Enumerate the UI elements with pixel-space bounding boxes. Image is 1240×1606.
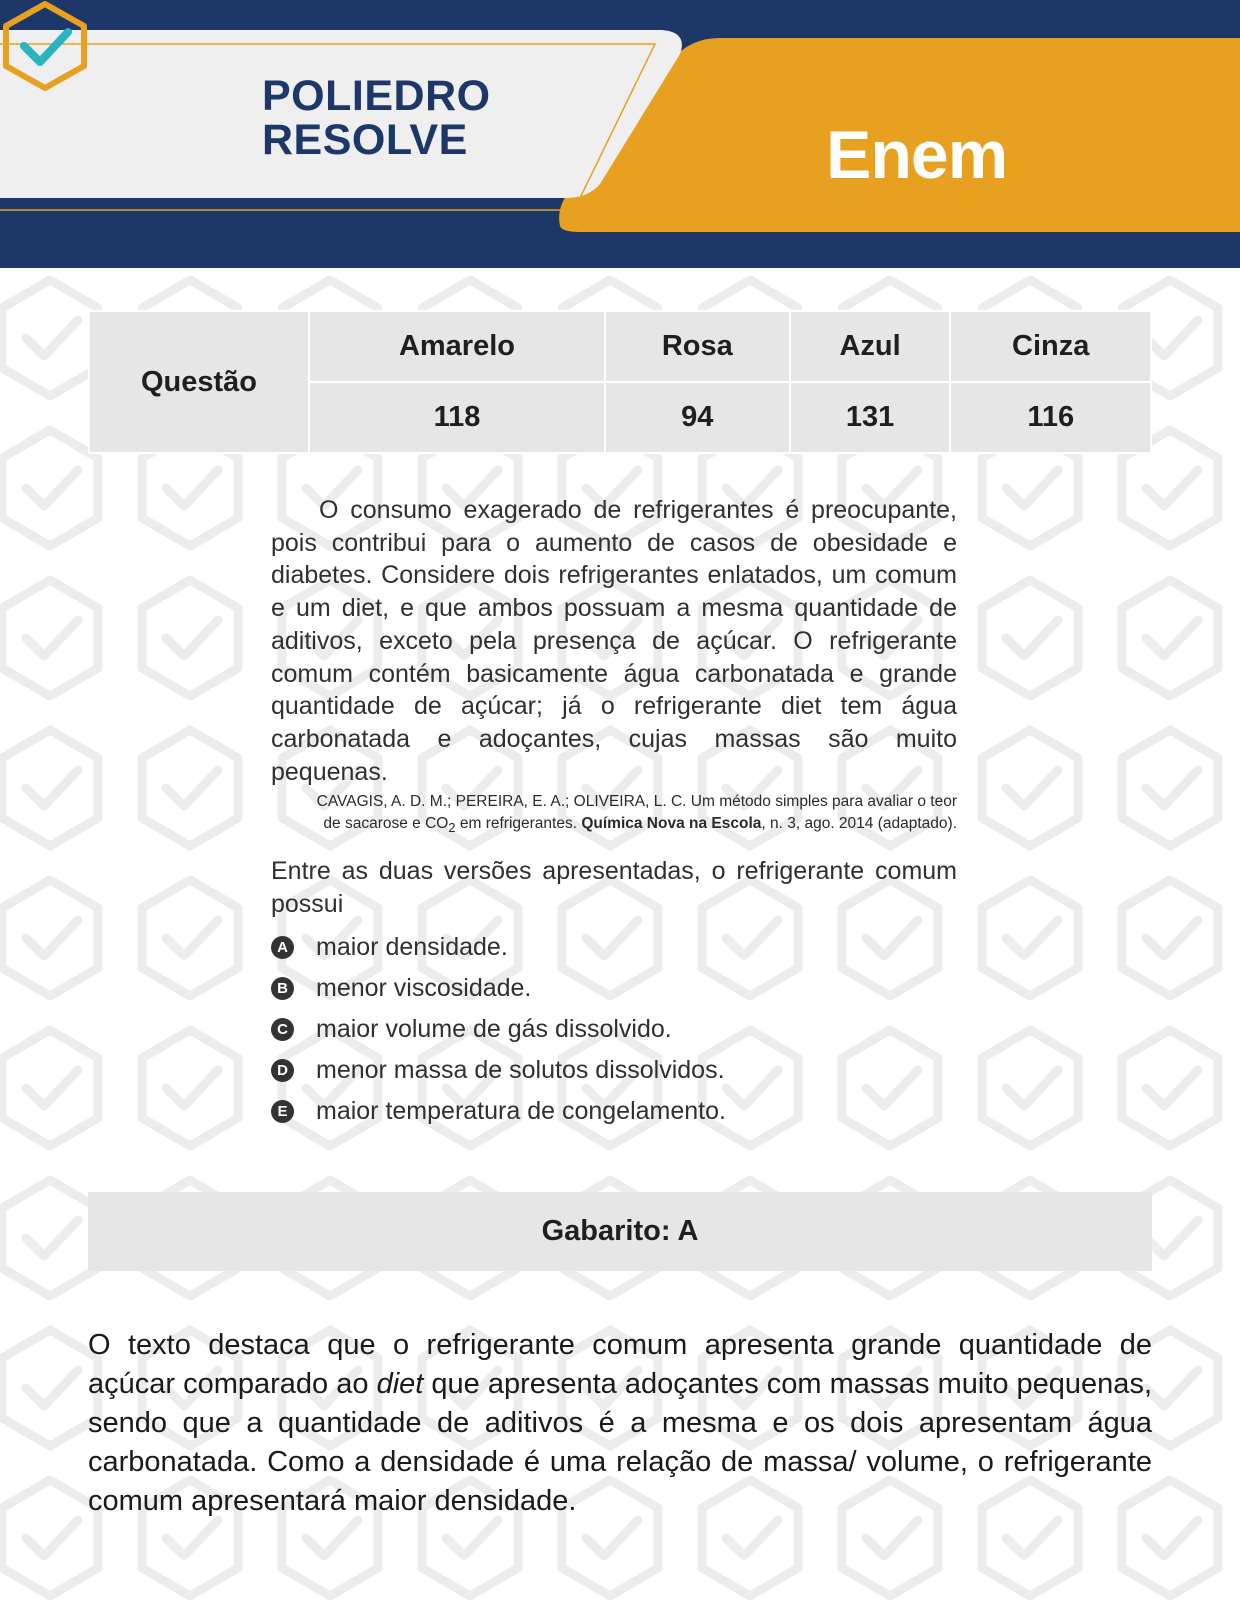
question-number-cell: 116 (950, 382, 1151, 453)
brand-logo-text (262, 74, 491, 162)
explanation-italic-term: diet (376, 1368, 424, 1400)
booklet-color-header: Amarelo (309, 311, 605, 382)
answer-key-bar (88, 1192, 1152, 1271)
explanation-part-2: que apresenta adoçantes com massas muito pequenas, sendo que a quantidade de aditivos é a mesma e os dois apresentam água carbonatada. Como a densidade é uma relação de massa/ volume, o refrigerante comum apresentará maior densidade. (88, 1368, 1152, 1517)
booklet-color-header: Rosa (605, 311, 790, 382)
question-number-cell: 118 (309, 382, 605, 453)
question-body (271, 494, 957, 1132)
option-letter-badge: E (271, 1100, 294, 1123)
answer-key: Gabarito: A (541, 1215, 699, 1247)
question-prompt: Entre as duas versões apresentadas, o refrigerante comum possui (271, 857, 957, 919)
source-line-2a: de sacarose e CO (323, 815, 449, 833)
answer-option-a (271, 927, 957, 968)
brand-line-1: POLIEDRO (262, 72, 491, 120)
question-source (271, 791, 957, 839)
exam-title: Enem (826, 117, 1008, 193)
checkmark-hexagon-logo-icon (0, 0, 90, 92)
brand-line-2: RESOLVE (262, 116, 468, 164)
option-letter-badge: B (271, 977, 294, 1000)
option-text: maior volume de gás dissolvido. (316, 1014, 672, 1043)
header-banner-shapes (0, 0, 1240, 268)
booklet-color-header: Azul (790, 311, 951, 382)
question-text: O consumo exagerado de refrigerantes é preocupante, pois contribui para o aumento de casos de obesidade e diabetes. Considere dois refrigerantes enlatados, um comum e um diet, e que ambos possuam a mesma quantidade de aditivos, exceto pela presença de açúcar. O refrigerante comum contém basicamente água carbonatada e grande quantidade de açúcar; já o refrigerante diet tem água carbonatada e adoçantes, cujas massas são muito pequenas. (271, 496, 957, 786)
answer-option-b (271, 968, 957, 1009)
source-journal: Química Nova na Escola (581, 815, 762, 833)
source-line-2b: em refrigerantes. (455, 815, 582, 833)
explanation-part-1: O texto destaca que o refrigerante comum apresenta grande quantidade de açúcar comparado ao (88, 1329, 1152, 1400)
option-text: menor massa de solutos dissolvidos. (316, 1055, 725, 1084)
source-subscript: 2 (448, 820, 456, 836)
source-line-2c: , n. 3, ago. 2014 (adaptado). (761, 815, 957, 833)
source-line-1: CAVAGIS, A. D. M.; PEREIRA, E. A.; OLIVEIRA, L. C. Um método simples para avaliar o teor (316, 793, 957, 811)
question-number-cell: 131 (790, 382, 951, 453)
booklet-color-header: Cinza (950, 311, 1151, 382)
option-text: maior densidade. (316, 932, 508, 961)
answer-explanation (88, 1326, 1152, 1521)
option-letter-badge: A (271, 936, 294, 959)
option-text: maior temperatura de congelamento. (316, 1096, 726, 1125)
answer-option-c (271, 1009, 957, 1050)
answer-options (271, 927, 957, 1132)
option-letter-badge: D (271, 1059, 294, 1082)
question-number-cell: 94 (605, 382, 790, 453)
answer-option-d (271, 1050, 957, 1091)
question-number-table (88, 310, 1152, 454)
option-letter-badge: C (271, 1018, 294, 1041)
question-label: Questão (89, 311, 309, 453)
answer-option-e (271, 1091, 957, 1132)
page-header (0, 0, 1240, 268)
option-text: menor viscosidade. (316, 973, 532, 1002)
